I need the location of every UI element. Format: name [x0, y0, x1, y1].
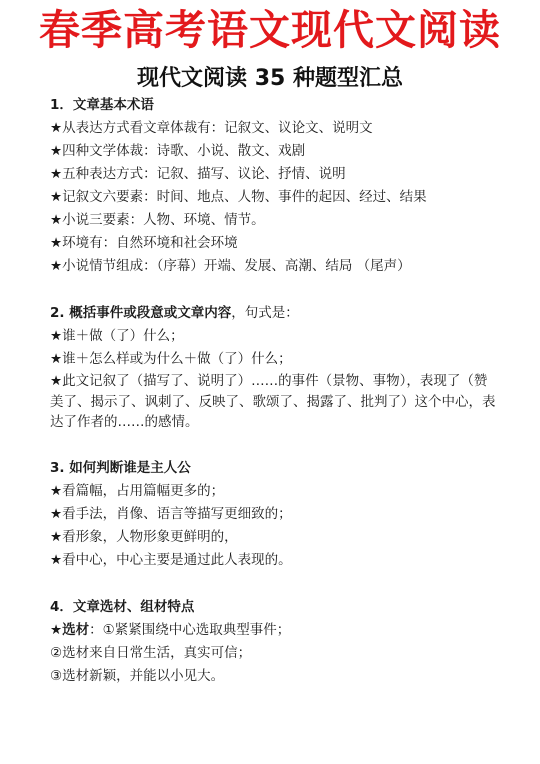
list-item: ★看形象，人物形象更鲜明的，: [50, 528, 238, 545]
list-item: ★记叙文六要素：时间、地点、人物、事件的起因、经过、结果: [50, 189, 427, 205]
section-heading: 1．文章基本术语: [50, 97, 154, 113]
item-bold-part: ★选材: [50, 621, 90, 638]
sub-title: 现代文阅读 35 种题型汇总: [137, 66, 403, 91]
heading-rest-part: ，句式是：: [231, 305, 299, 321]
list-item: ★从表达方式看文章体裁有：记叙文、议论文、说明文: [50, 120, 373, 136]
list-item: ★谁＋做（了）什么；: [50, 328, 184, 344]
content-body: [50, 94, 496, 688]
section-heading: [50, 302, 496, 325]
list-item: ★此文记叙了（描写了、说明了）……的事件（景物、事物），表现了（赞美了、揭示了、讽刺了、反映了、歌颂了、揭露了、批判了）这个中心，表达了作者的……的感情。: [50, 373, 496, 430]
section-heading: 3. 如何判断谁是主人公: [50, 459, 191, 476]
section-terms: [50, 94, 496, 278]
list-item: ★小说情节组成：（序幕）开端、发展、高潮、结局 （尾声）: [50, 258, 411, 274]
list-item: [50, 619, 496, 642]
list-item: ③选材新颖，并能以小见大。: [50, 667, 225, 684]
list-item: ★看手法，肖像、语言等描写更细致的；: [50, 505, 292, 522]
heading-bold-part: 2. 概括事件或段意或文章内容: [50, 305, 232, 321]
main-title: 春季高考语文现代文阅读: [39, 6, 501, 54]
section-heading: 4．文章选材、组材特点: [50, 598, 195, 615]
section-material: [50, 596, 496, 688]
item-rest-part: ：①紧紧围绕中心选取典型事件；: [89, 621, 291, 638]
list-item: ★谁＋怎么样或为什么＋做（了）什么；: [50, 351, 292, 367]
list-item: ②选材来自日常生活，真实可信；: [50, 644, 252, 661]
list-item: ★五种表达方式：记叙、描写、议论、抒情、说明: [50, 166, 346, 182]
list-item: ★小说三要素：人物、环境、情节。: [50, 212, 265, 228]
list-item: ★环境有：自然环境和社会环境: [50, 235, 238, 251]
list-item: ★看中心，中心主要是通过此人表现的。: [50, 551, 292, 568]
section-protagonist: [50, 457, 496, 572]
section-summarize: [50, 302, 496, 433]
list-item: ★四种文学体裁：诗歌、小说、散文、戏剧: [50, 143, 306, 159]
list-item: ★看篇幅，占用篇幅更多的；: [50, 482, 225, 499]
